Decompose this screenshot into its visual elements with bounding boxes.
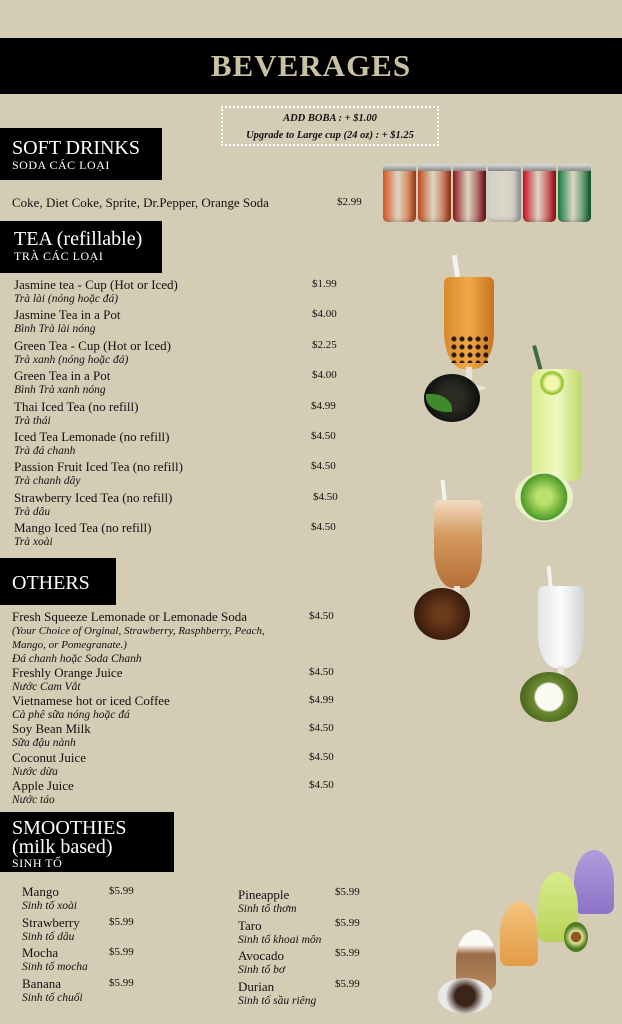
tea-item-viet: Trà xanh (nóng hoặc đá): [14, 353, 129, 366]
tea-item-price: $2.25: [312, 338, 337, 351]
smoothie-price: $5.99: [109, 915, 134, 928]
smoothie-viet: Sinh tố mocha: [22, 961, 88, 973]
tea-item-price: $4.00: [312, 369, 337, 382]
smoothie-price: $5.99: [335, 886, 360, 898]
tea-item-price: $1.99: [312, 278, 337, 290]
smoothies-title: SMOOTHIES: [12, 817, 127, 839]
smoothie-name: Avocado: [238, 948, 284, 963]
tea-item-name: Jasmine tea - Cup (Hot or Iced): [14, 277, 178, 292]
smoothie-name: Banana: [22, 975, 61, 991]
tea-item-price: $4.50: [311, 460, 336, 473]
soft-drinks-header: [0, 128, 162, 180]
tea-item-name: Thai Iced Tea (no refill): [14, 398, 139, 414]
smoothie-price: $5.99: [109, 885, 134, 897]
smoothie-viet: Sinh tố dâu: [22, 930, 75, 943]
tea-header: [0, 221, 162, 273]
addon-box: [221, 106, 439, 146]
tea-item-price: $4.50: [311, 521, 336, 534]
soda-can: [523, 164, 556, 222]
smoothie-price: $5.99: [335, 916, 360, 929]
tea-item-viet: Trà lài (nóng hoặc đá): [14, 293, 119, 305]
others-item-viet: Nước táo: [12, 794, 55, 806]
tea-item-name: Mango Iced Tea (no refill): [14, 520, 152, 536]
tea-item-viet: Trà thái: [14, 414, 51, 427]
smoothie-price: $5.99: [109, 976, 134, 989]
tea-subtitle: TRÀ CÁC LOẠI: [14, 249, 104, 263]
smoothies-header: [0, 812, 174, 872]
tea-item-name: Iced Tea Lemonade (no refill): [14, 429, 170, 444]
others-item-name: Coconut Juice: [12, 750, 87, 765]
others-item-price: $4.99: [309, 694, 334, 706]
others-item-viet: Đá chanh hoặc Soda Chanh: [12, 653, 142, 665]
tea-item-name: Green Tea - Cup (Hot or Iced): [14, 337, 171, 353]
coconut-image: [520, 672, 578, 722]
coffee-beans-image: [414, 588, 470, 640]
others-item-name: Soy Bean Milk: [12, 721, 91, 736]
smoothie-name: Mango: [22, 884, 59, 899]
smoothie-viet: Sinh tố thơm: [238, 903, 297, 915]
soda-can: [418, 164, 451, 222]
smoothies-group-image: [434, 848, 620, 1018]
addon-large-cup: Upgrade to Large cup (24 oz) : + $1.25: [246, 130, 414, 141]
others-item-viet: Sữa đậu nành: [12, 737, 76, 749]
smoothie-name: Strawberry: [22, 914, 80, 930]
soda-can: [383, 164, 416, 222]
others-item-price: $4.50: [309, 751, 334, 763]
smoothies-subtitle: SINH TỐ: [12, 856, 63, 870]
others-header: [0, 558, 116, 605]
smoothie-name: Pineapple: [238, 887, 290, 902]
smoothie-viet: Sinh tố xoài: [22, 900, 77, 912]
tea-item-price: $4.99: [311, 399, 336, 412]
tea-item-name: Passion Fruit Iced Tea (no refill): [14, 459, 183, 475]
tea-item-name: Jasmine Tea in a Pot: [14, 307, 121, 323]
lemonade-carafe-image: [528, 345, 586, 485]
others-title: OTHERS: [12, 572, 90, 594]
soda-can: [488, 164, 521, 222]
tea-item-viet: Trà chanh dây: [14, 475, 81, 488]
others-item-price: $4.50: [309, 666, 334, 678]
soft-drinks-item: Coke, Diet Coke, Sprite, Dr.Pepper, Orange Soda: [12, 195, 269, 210]
soda-can: [453, 164, 486, 222]
soft-drinks-price: $2.99: [337, 196, 362, 208]
others-item-name: Apple Juice: [12, 778, 74, 793]
smoothie-price: $5.99: [109, 946, 134, 958]
others-item-note: Mango, or Pomegranate.): [12, 639, 127, 651]
smoothie-viet: Sinh tố khoai môn: [238, 933, 322, 946]
others-item-viet: Cà phê sữa nóng hoặc đá: [12, 709, 130, 721]
tea-item-price: $4.50: [313, 490, 338, 503]
tea-item-name: Strawberry Iced Tea (no refill): [14, 489, 173, 505]
others-item-price: $4.50: [309, 722, 334, 734]
others-item-viet: Nước dừa: [12, 766, 58, 778]
tea-item-price: $4.50: [311, 430, 336, 442]
smoothie-viet: Sinh tố chuối: [22, 991, 83, 1004]
tea-item-viet: Trà đá chanh: [14, 445, 76, 457]
others-item-price: $4.50: [309, 779, 334, 791]
soft-drinks-title: SOFT DRINKS: [12, 137, 140, 159]
smoothie-price: $5.99: [335, 977, 360, 990]
tea-item-viet: Trà dâu: [14, 505, 51, 518]
tea-title: TEA (refillable): [14, 228, 143, 250]
others-item-note: (Your Choice of Orginal, Strawberry, Rasphberry, Peach,: [12, 625, 265, 637]
smoothie-viet: Sinh tố sầu riêng: [238, 994, 317, 1007]
tea-item-viet: Trà xoài: [14, 536, 53, 549]
smoothie-price: $5.99: [335, 947, 360, 959]
tea-item-viet: Bình Trà xanh nóng: [14, 384, 106, 397]
limes-image: [515, 472, 573, 522]
tea-item-viet: Bình Trà lài nóng: [14, 323, 96, 336]
tea-item-price: $4.00: [312, 308, 337, 321]
smoothie-name: Durian: [238, 978, 275, 994]
smoothies-title-milk: (milk based): [12, 836, 113, 858]
smoothie-viet: Sinh tố bơ: [238, 964, 286, 976]
soda-cans-image: [383, 162, 593, 224]
addon-boba: ADD BOBA : + $1.00: [283, 113, 377, 124]
tea-leaves-image: [424, 374, 480, 422]
soda-can: [558, 164, 591, 222]
smoothie-name: Mocha: [22, 945, 59, 960]
others-item-name: Freshly Orange Juice: [12, 665, 123, 680]
soft-drinks-subtitle: SODA CÁC LOẠI: [12, 158, 110, 172]
tea-item-name: Green Tea in a Pot: [14, 368, 111, 384]
others-item-viet: Nước Cam Vắt: [12, 681, 81, 693]
others-item-name: Vietnamese hot or iced Coffee: [12, 693, 170, 708]
smoothie-name: Taro: [238, 917, 262, 933]
others-item-name: Fresh Squeeze Lemonade or Lemonade Soda: [12, 609, 248, 624]
others-item-price: $4.50: [309, 610, 334, 622]
page-title: BEVERAGES: [210, 48, 412, 83]
